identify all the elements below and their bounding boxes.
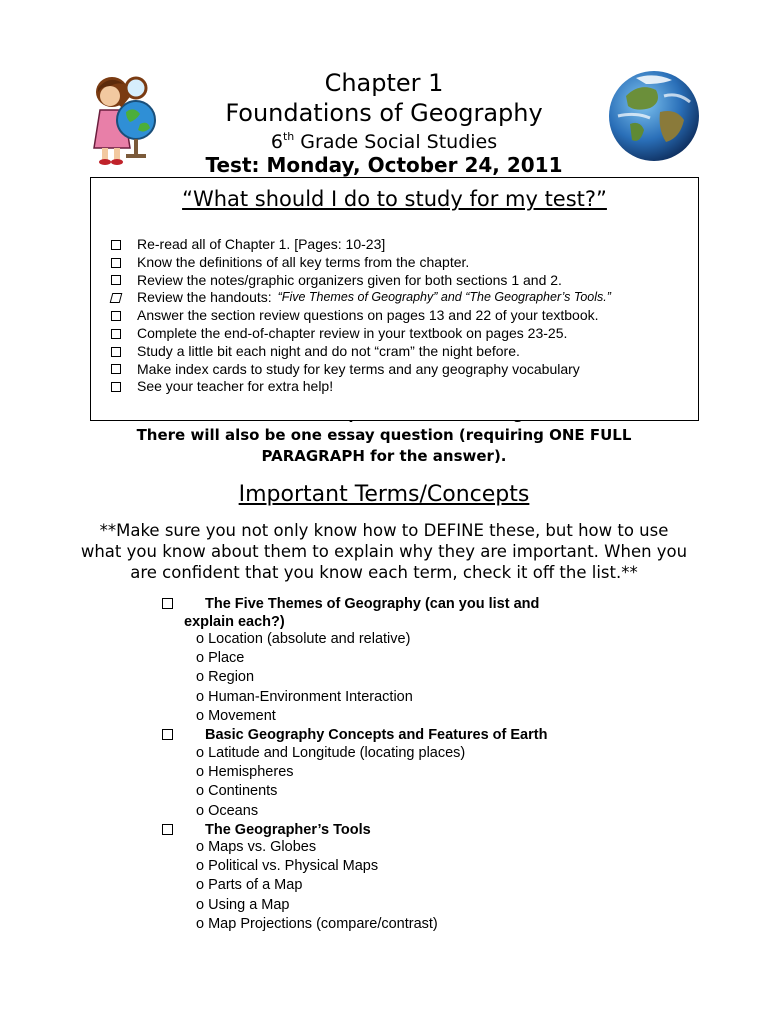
earth-globe-clipart bbox=[606, 68, 702, 164]
topic-subitems bbox=[196, 630, 413, 726]
list-item: o Latitude and Longitude (locating places) bbox=[196, 744, 465, 763]
grade-subject: Grade Social Studies bbox=[294, 131, 498, 153]
chapter-number: Chapter 1 bbox=[324, 69, 444, 97]
pencil-checkbox-icon[interactable] bbox=[110, 293, 123, 303]
list-item: o Hemispheres bbox=[196, 763, 465, 782]
test-format-line: PARAGRAPH for the answer). bbox=[261, 447, 507, 465]
list-item: o Maps vs. Globes bbox=[196, 838, 438, 857]
list-item: o Place bbox=[196, 649, 413, 668]
list-item: o Oceans bbox=[196, 802, 465, 821]
list-item: o Region bbox=[196, 668, 413, 687]
test-format-line: There will also be one essay question (requiring ONE FULL bbox=[136, 426, 632, 444]
checkbox-icon[interactable] bbox=[162, 598, 173, 609]
checklist-item: Complete the end-of-chapter review in your textbook on pages 23-25. bbox=[111, 325, 611, 343]
checkbox-icon[interactable] bbox=[111, 347, 121, 357]
topic-basic-geography: Basic Geography Concepts and Features of Earth bbox=[162, 726, 547, 744]
checklist-item: See your teacher for extra help! bbox=[111, 378, 611, 396]
list-item: o Using a Map bbox=[196, 896, 438, 915]
list-item: o Location (absolute and relative) bbox=[196, 630, 413, 649]
test-date: Test: Monday, October 24, 2011 bbox=[205, 153, 563, 177]
terms-heading: Important Terms/Concepts bbox=[238, 482, 530, 507]
page-title: Foundations of Geography bbox=[225, 99, 543, 127]
checklist-item: Review the notes/graphic organizers given for both sections 1 and 2. bbox=[111, 272, 611, 290]
topic-five-themes: The Five Themes of Geography (can you list and explain each?) bbox=[162, 595, 539, 631]
checkbox-icon[interactable] bbox=[111, 364, 121, 374]
topic-subitems bbox=[196, 744, 465, 821]
checkbox-icon[interactable] bbox=[111, 258, 121, 268]
checklist-item: Re-read all of Chapter 1. [Pages: 10-23] bbox=[111, 236, 611, 254]
checkbox-icon[interactable] bbox=[111, 311, 121, 321]
checklist-item: Review the handouts: “Five Themes of Geography” and “The Geographer’s Tools.” bbox=[111, 289, 611, 307]
checkbox-icon[interactable] bbox=[111, 382, 121, 392]
topic-subitems bbox=[196, 838, 438, 934]
checklist-item: Study a little bit each night and do not “cram” the night before. bbox=[111, 343, 611, 361]
child-with-globe-clipart bbox=[90, 70, 162, 166]
checklist-item: Answer the section review questions on pages 13 and 22 of your textbook. bbox=[111, 307, 611, 325]
checkbox-icon[interactable] bbox=[162, 729, 173, 740]
checkbox-icon[interactable] bbox=[111, 275, 121, 285]
study-tips-heading: “What should I do to study for my test?” bbox=[182, 187, 607, 211]
list-item: o Movement bbox=[196, 707, 413, 726]
handout-titles: “Five Themes of Geography” and “The Geographer’s Tools.” bbox=[277, 290, 611, 305]
list-item: o Map Projections (compare/contrast) bbox=[196, 915, 438, 934]
list-item: o Continents bbox=[196, 782, 465, 801]
grade-suffix: th bbox=[282, 130, 295, 143]
grade-number: 6 bbox=[270, 131, 283, 153]
checklist-item: Make index cards to study for key terms and any geography vocabulary bbox=[111, 361, 611, 379]
topic-geographers-tools: The Geographer’s Tools bbox=[162, 821, 371, 839]
checkbox-icon[interactable] bbox=[111, 240, 121, 250]
list-item: o Human-Environment Interaction bbox=[196, 688, 413, 707]
terms-instructions: **Make sure you not only know how to DEFINE these, but how to use what you know about them to explain why they are important. When you are confident that you know each term, check it off the list.** bbox=[80, 521, 688, 582]
checkbox-icon[interactable] bbox=[111, 329, 121, 339]
checkbox-icon[interactable] bbox=[162, 824, 173, 835]
study-checklist bbox=[111, 236, 611, 396]
list-item: o Parts of a Map bbox=[196, 876, 438, 895]
list-item: o Political vs. Physical Maps bbox=[196, 857, 438, 876]
study-tips-box bbox=[90, 177, 699, 421]
checklist-item: Know the definitions of all key terms from the chapter. bbox=[111, 254, 611, 272]
